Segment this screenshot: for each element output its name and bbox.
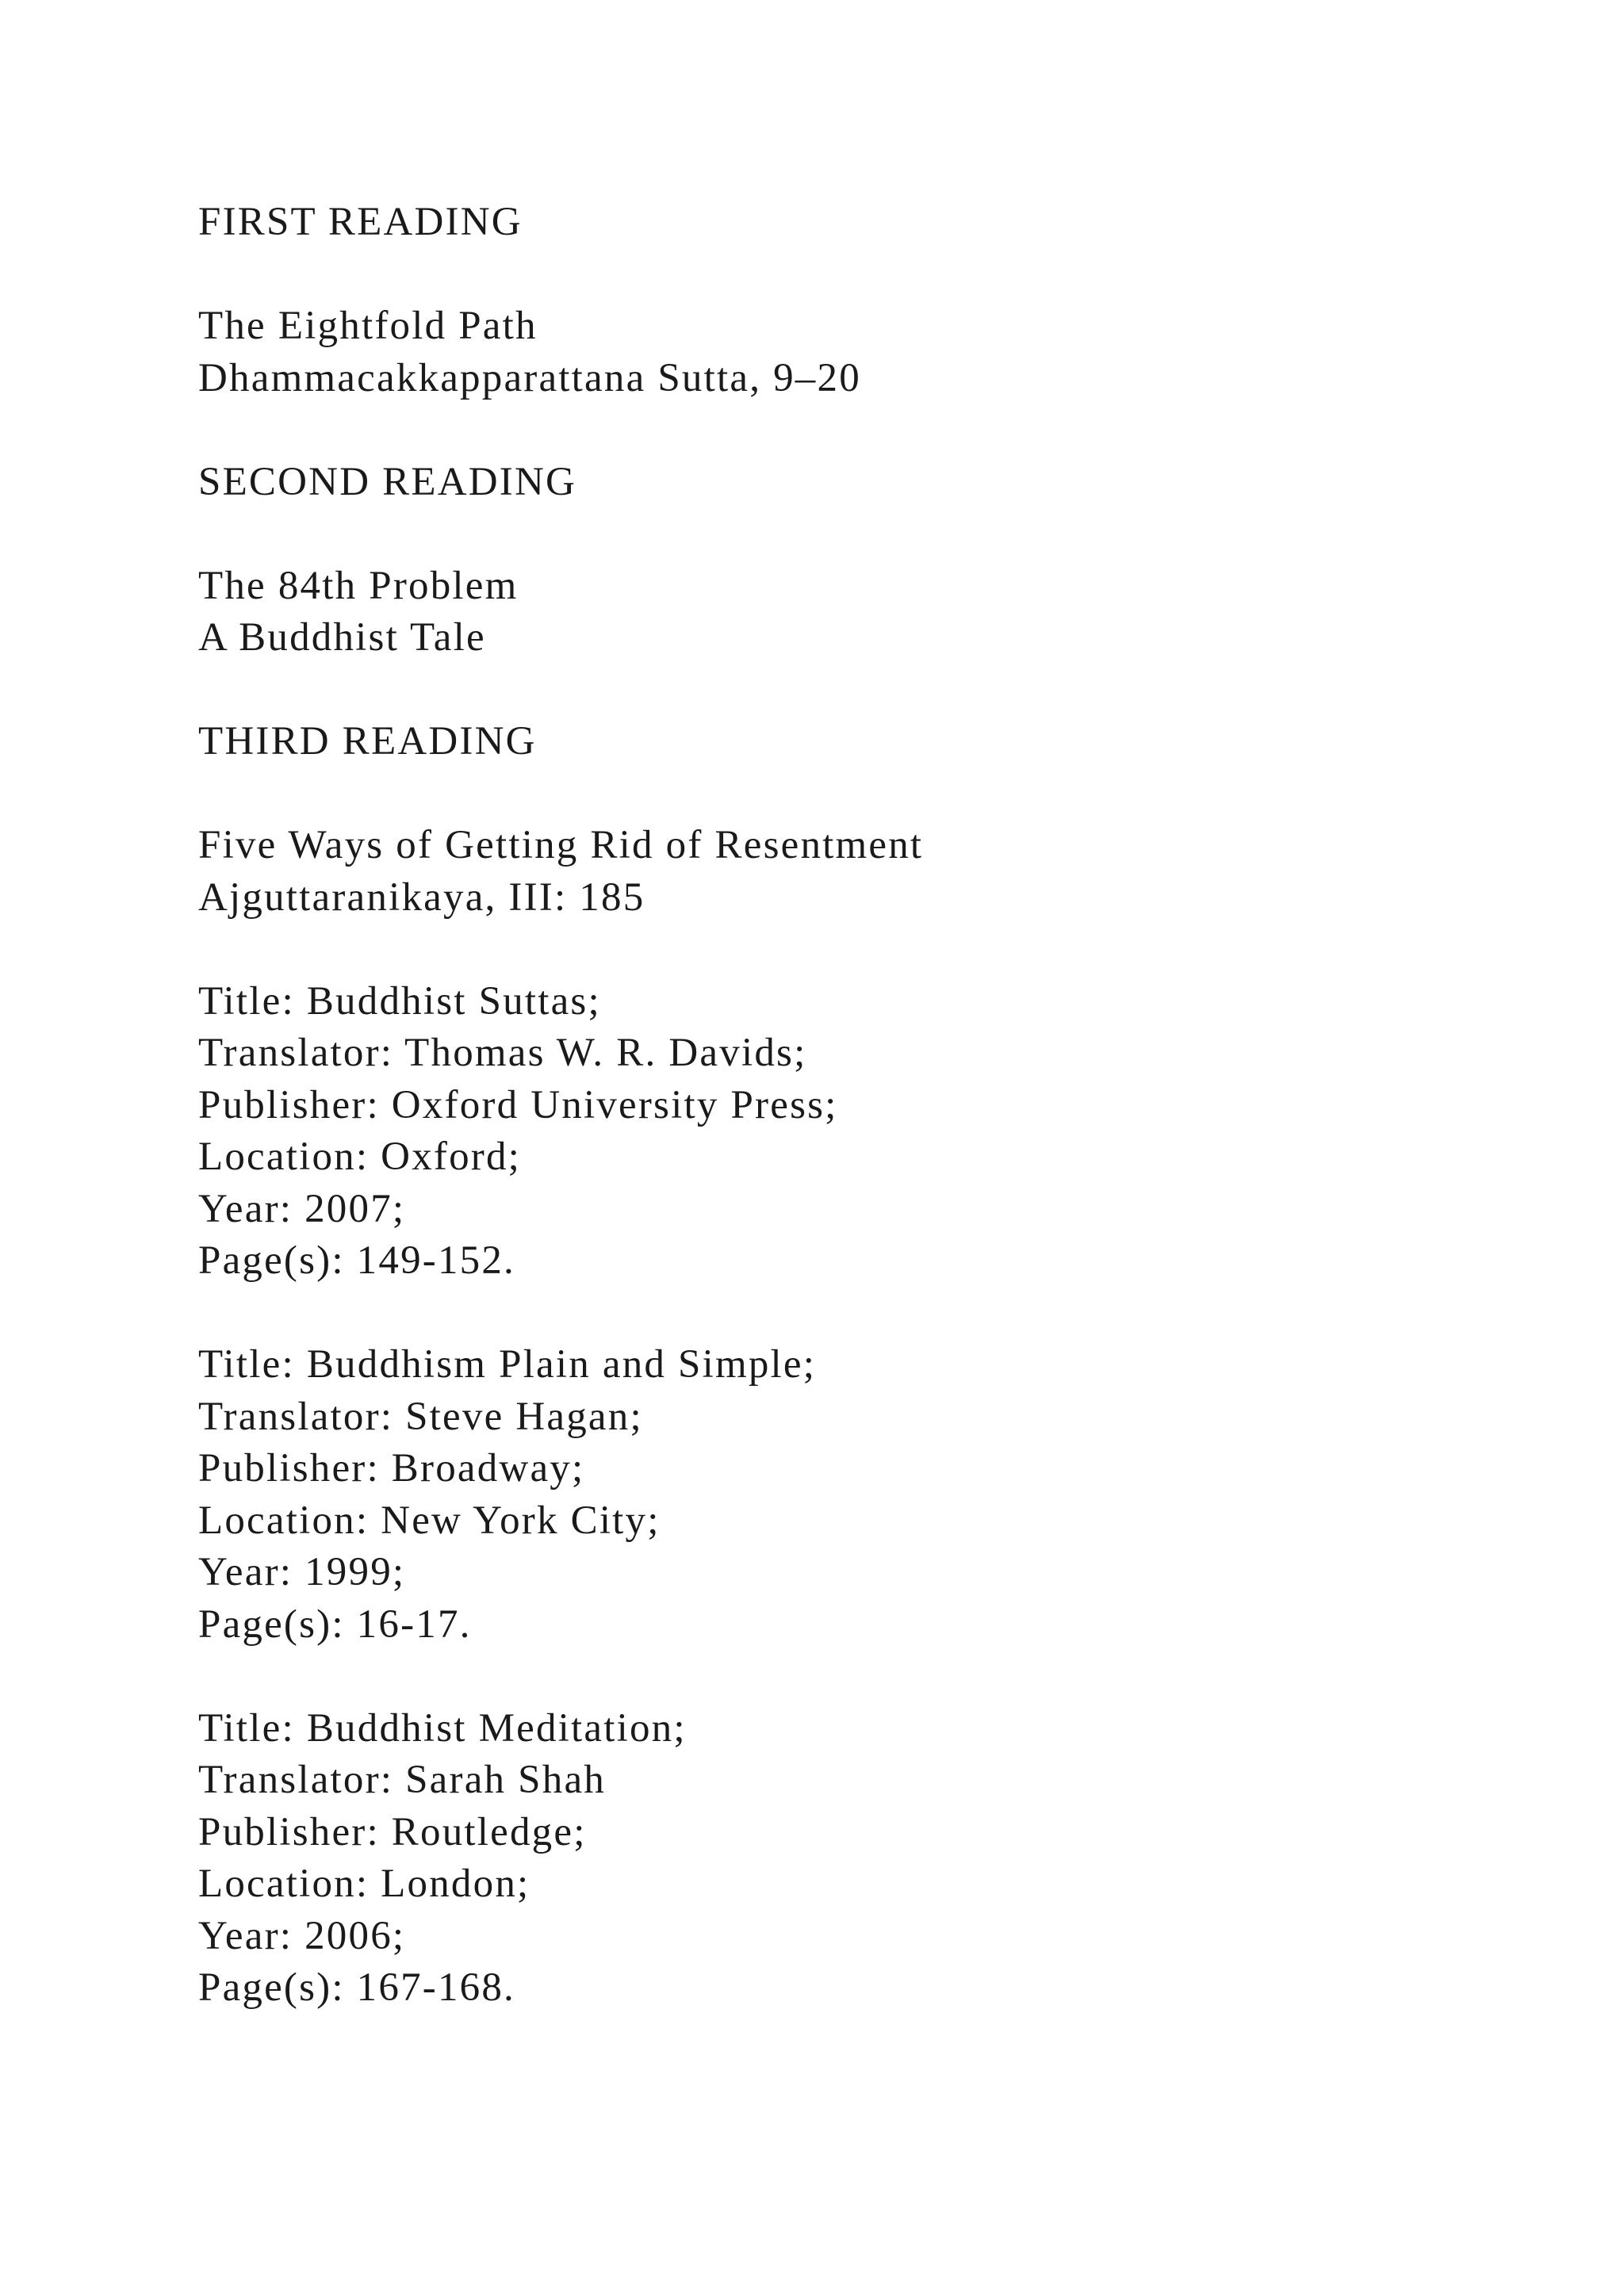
citation-publisher: Publisher: Routledge; (198, 1809, 587, 1854)
citation-title: Title: Buddhist Suttas; (198, 978, 601, 1024)
spacer (198, 508, 1546, 561)
citation-title: Title: Buddhist Meditation; (198, 1705, 687, 1751)
reading-title: The Eightfold Path (198, 304, 538, 348)
spacer (198, 768, 1546, 821)
spacer (198, 924, 1546, 976)
citation-year: Year: 2007; (198, 1186, 406, 1231)
citation-block (198, 976, 1546, 1288)
reading-heading: SECOND READING (198, 459, 577, 504)
reading-title: The 84th Problem (198, 563, 519, 608)
spacer (198, 1288, 1546, 1340)
citation-pages: Page(s): 167-168. (198, 1965, 516, 2010)
citation-title: Title: Buddhism Plain and Simple; (198, 1342, 817, 1387)
citation-block (198, 1703, 1546, 2015)
spacer (198, 1651, 1546, 1703)
citation-block (198, 1339, 1546, 1651)
reading-heading: THIRD READING (198, 719, 537, 763)
citation-year: Year: 2006; (198, 1913, 406, 1958)
citation-location: Location: Oxford; (198, 1135, 522, 1179)
document-body (198, 197, 1546, 2015)
citation-location: Location: London; (198, 1862, 530, 1906)
citation-publisher: Publisher: Oxford University Press; (198, 1082, 838, 1127)
reading-source: Dhammacakkapparattana Sutta, 9–20 (198, 355, 861, 400)
citation-pages: Page(s): 149-152. (198, 1238, 516, 1283)
citation-publisher: Publisher: Broadway; (198, 1446, 585, 1490)
reading-section-first (198, 197, 1546, 404)
citation-translator: Translator: Thomas W. R. Davids; (198, 1031, 807, 1075)
spacer (198, 664, 1546, 717)
spacer (198, 404, 1546, 457)
citation-year: Year: 1999; (198, 1550, 406, 1594)
reading-source: Ajguttaranikaya, III: 185 (198, 874, 645, 920)
citation-translator: Translator: Steve Hagan; (198, 1394, 643, 1439)
spacer (198, 249, 1546, 301)
citation-pages: Page(s): 16-17. (198, 1601, 472, 1647)
reading-heading: FIRST READING (198, 200, 523, 244)
citation-translator: Translator: Sarah Shah (198, 1758, 606, 1802)
reading-source: A Buddhist Tale (198, 615, 486, 660)
reading-section-second (198, 457, 1546, 664)
citation-location: Location: New York City; (198, 1498, 661, 1543)
reading-section-third (198, 716, 1546, 924)
reading-title: Five Ways of Getting Rid of Resentment (198, 823, 924, 867)
